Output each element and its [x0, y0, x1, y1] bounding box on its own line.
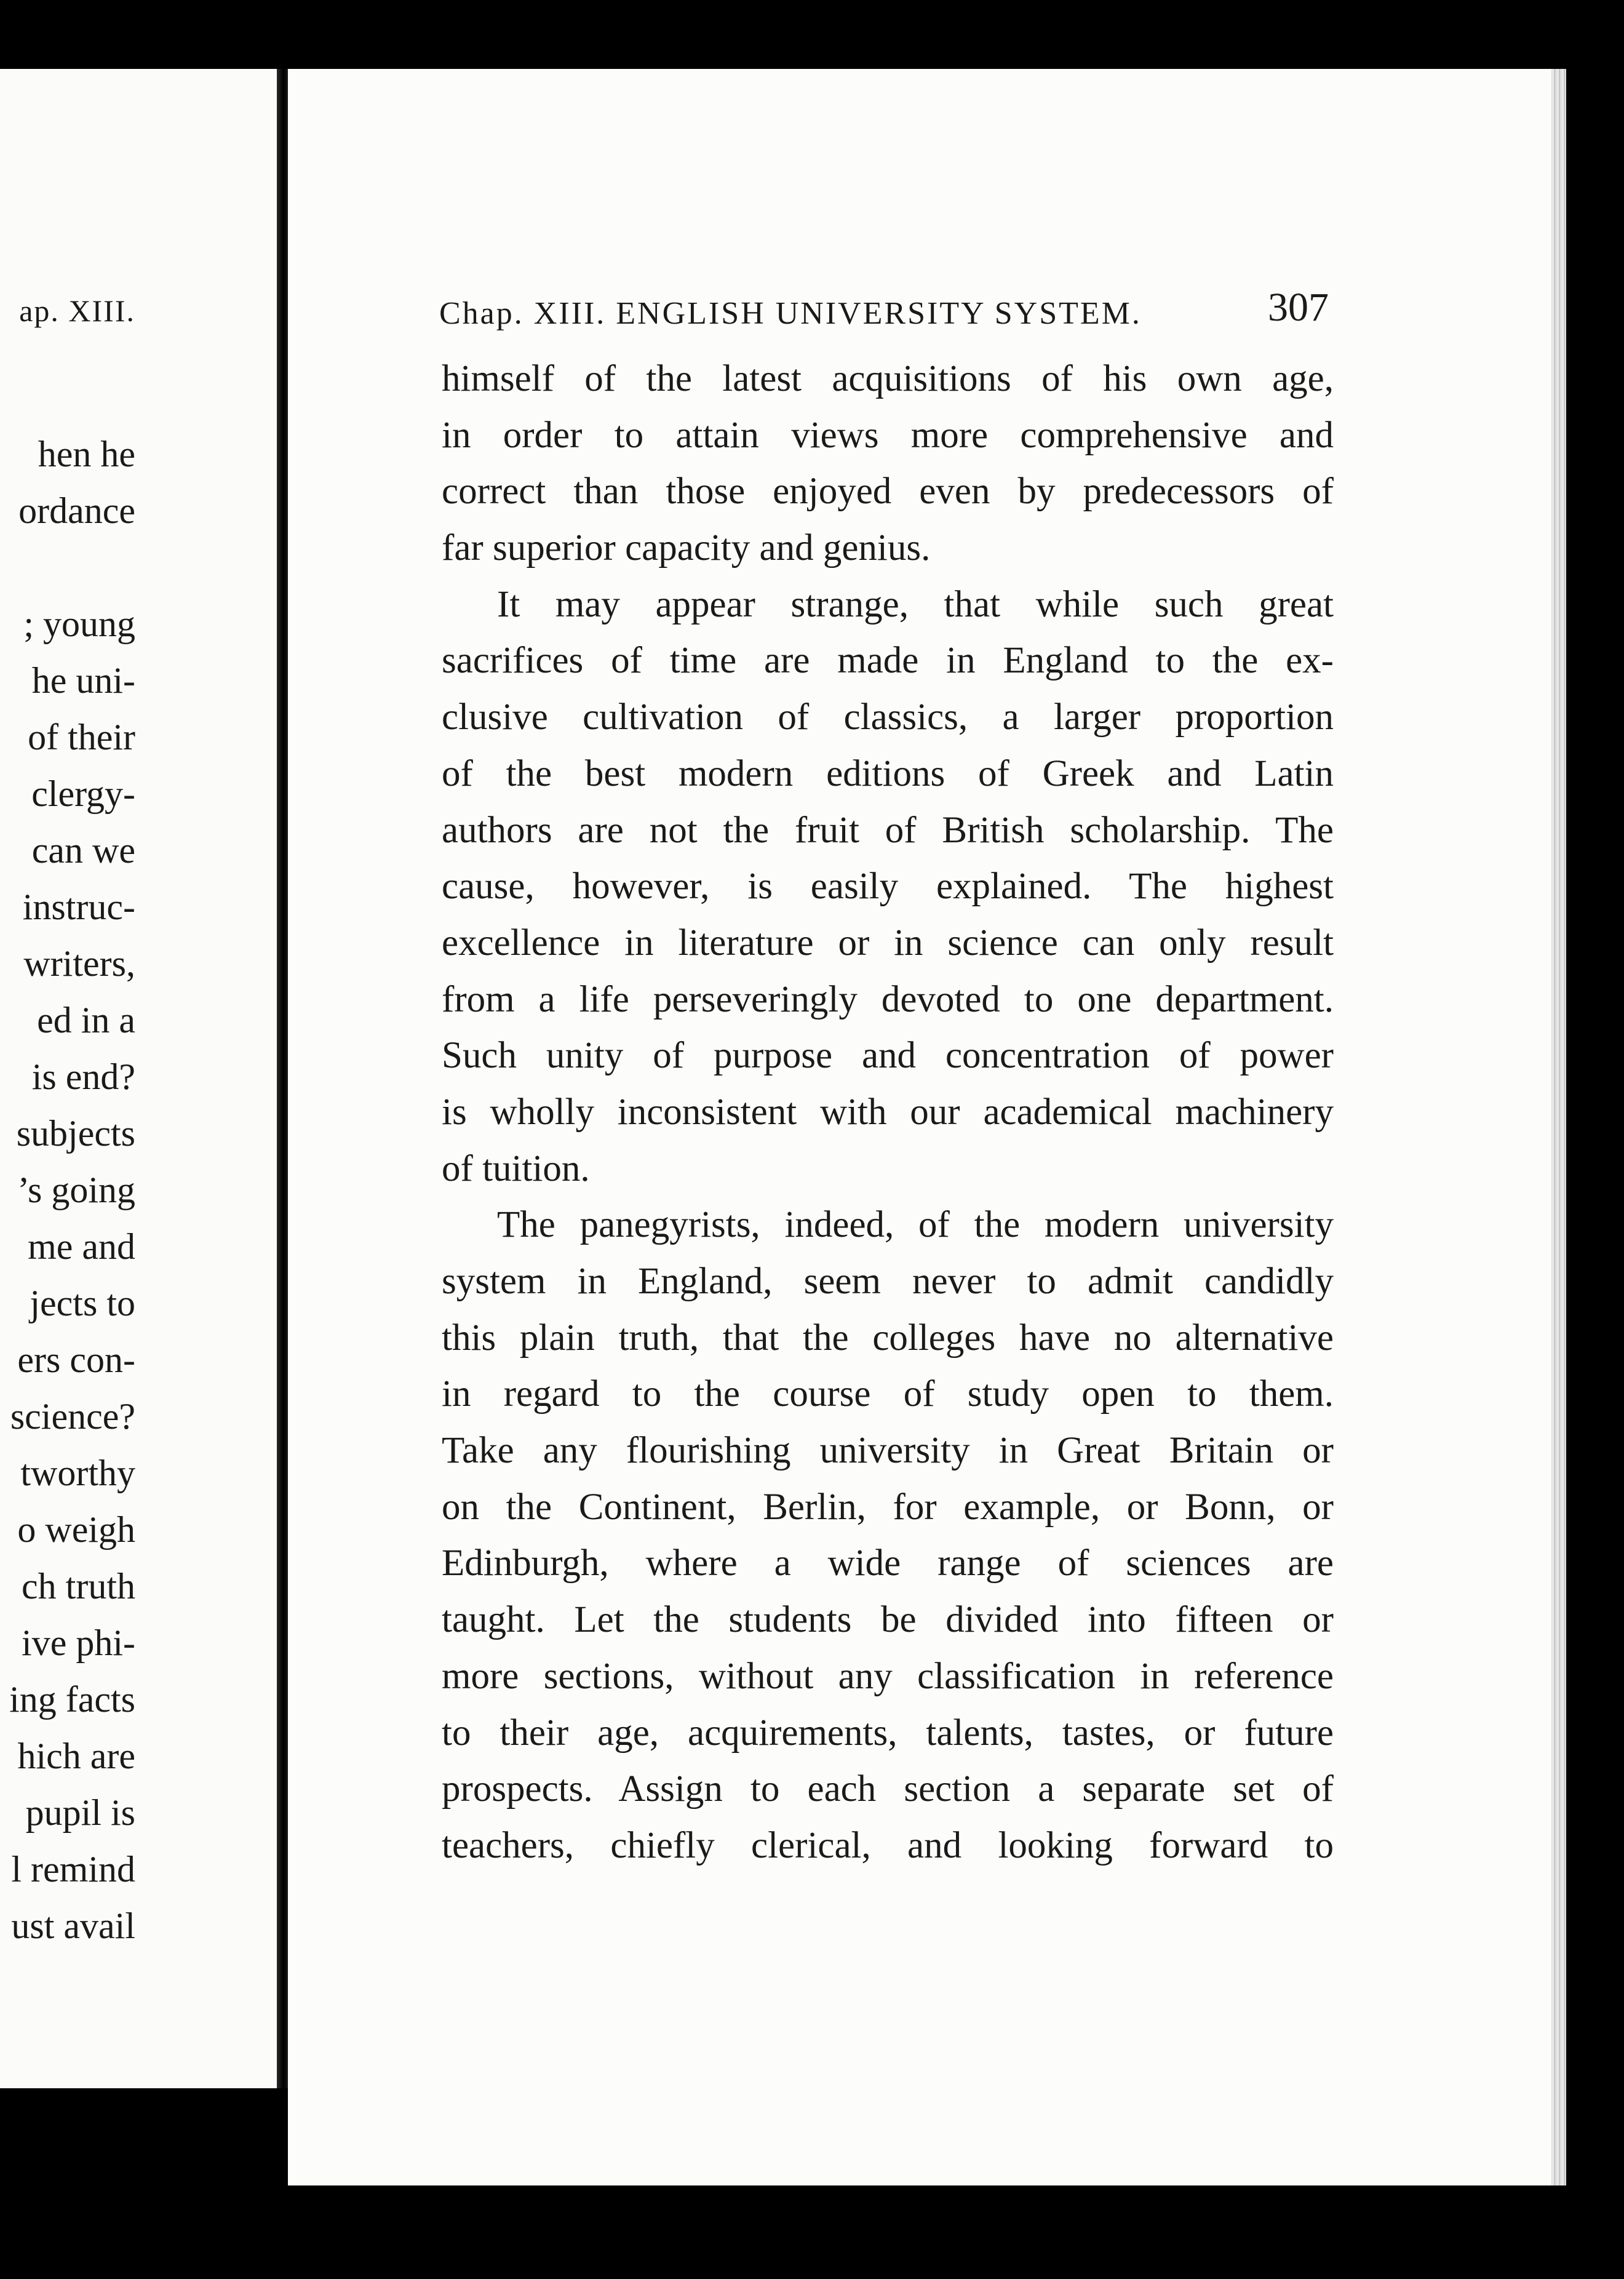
left-page-line: instruc-: [22, 887, 135, 927]
left-page-line: can we: [31, 830, 135, 871]
left-page-line: is end?: [31, 1056, 135, 1097]
text-line: taught. Let the students be divided into fifteen or: [442, 1599, 1334, 1641]
paragraph-end-line: of tuition.: [442, 1147, 590, 1189]
text-line: cause, however, is easily explained. The highest: [442, 866, 1334, 908]
chapter-title: Chap. XIII. ENGLISH UNIVERSITY SYSTEM.: [439, 296, 1142, 331]
left-page-line: of their: [28, 717, 135, 757]
left-page-line: o weigh: [17, 1509, 135, 1550]
text-line: himself of the latest acquisitions of his own age,: [442, 358, 1334, 399]
text-line: Edinburgh, where a wide range of sciences are: [442, 1543, 1334, 1584]
left-page-line: ive phi-: [22, 1622, 135, 1663]
body-text: [442, 351, 1334, 1874]
left-page-line: pupil is: [25, 1792, 135, 1833]
text-line: more sections, without any classification in reference: [442, 1655, 1334, 1697]
left-page-line: ing facts: [9, 1679, 135, 1720]
text-line: excellence in literature or in science can only result: [442, 922, 1334, 964]
left-page-line: ordance: [18, 490, 135, 531]
left-page-line: ; young: [23, 604, 135, 644]
paragraph-end-line: far superior capacity and genius.: [442, 527, 931, 569]
text-line: from a life perseveringly devoted to one department.: [442, 978, 1334, 1020]
text-line: in regard to the course of study open to them.: [442, 1373, 1334, 1415]
left-page-running-head: ap. XIII.: [19, 293, 135, 328]
right-page: [288, 69, 1551, 2185]
text-line: prospects. Assign to each section a separate set of: [442, 1768, 1334, 1810]
text-line: Such unity of purpose and concentration of power: [442, 1035, 1334, 1077]
book-gutter: [277, 69, 288, 2088]
text-line: authors are not the fruit of British scholarship. The: [442, 809, 1334, 851]
left-page-line: ed in a: [37, 1000, 135, 1040]
left-page-line: hich are: [17, 1736, 135, 1776]
left-page-line: ers con-: [17, 1339, 135, 1380]
text-line: clusive cultivation of classics, a larger proportion: [442, 696, 1334, 738]
left-page: [0, 69, 277, 2088]
left-page-line: subjects: [16, 1113, 135, 1154]
running-head: [439, 284, 1329, 340]
left-page-line: hen he: [38, 434, 135, 474]
page-number: 307: [1268, 285, 1329, 330]
left-page-line: jects to: [30, 1283, 135, 1323]
left-page-line: me and: [28, 1226, 135, 1267]
text-line: teachers, chiefly clerical, and looking forward to: [442, 1824, 1334, 1866]
left-page-line: l remind: [11, 1849, 135, 1890]
left-page-line: he uni-: [31, 660, 135, 701]
text-line: is wholly inconsistent with our academical machinery: [442, 1091, 1334, 1133]
left-page-line: writers,: [23, 943, 135, 984]
text-line: of the best modern editions of Greek and Latin: [442, 752, 1334, 794]
text-line: in order to attain views more comprehensive and: [442, 414, 1334, 456]
text-line: correct than those enjoyed even by predecessors of: [442, 471, 1334, 513]
left-page-line: clergy-: [31, 773, 135, 814]
text-line: sacrifices of time are made in England to the ex-: [442, 640, 1334, 682]
left-page-line: ’s going: [17, 1170, 135, 1210]
text-line: to their age, acquirements, talents, tastes, or future: [442, 1712, 1334, 1754]
text-line: on the Continent, Berlin, for example, or Bonn, or: [442, 1486, 1334, 1528]
page-edges: [1551, 69, 1566, 2185]
left-page-line: ust avail: [11, 1906, 135, 1946]
paragraph-start-line: It may appear strange, that while such great: [497, 583, 1334, 625]
paragraph-start-line: The panegyrists, indeed, of the modern university: [497, 1204, 1334, 1246]
text-line: this plain truth, that the colleges have no alternative: [442, 1317, 1334, 1359]
left-page-line: ch truth: [22, 1566, 135, 1606]
text-line: Take any flourishing university in Great Britain or: [442, 1430, 1334, 1472]
left-page-line: tworthy: [20, 1453, 135, 1493]
text-line: system in England, seem never to admit candidly: [442, 1261, 1334, 1302]
left-page-line: science?: [10, 1396, 135, 1437]
